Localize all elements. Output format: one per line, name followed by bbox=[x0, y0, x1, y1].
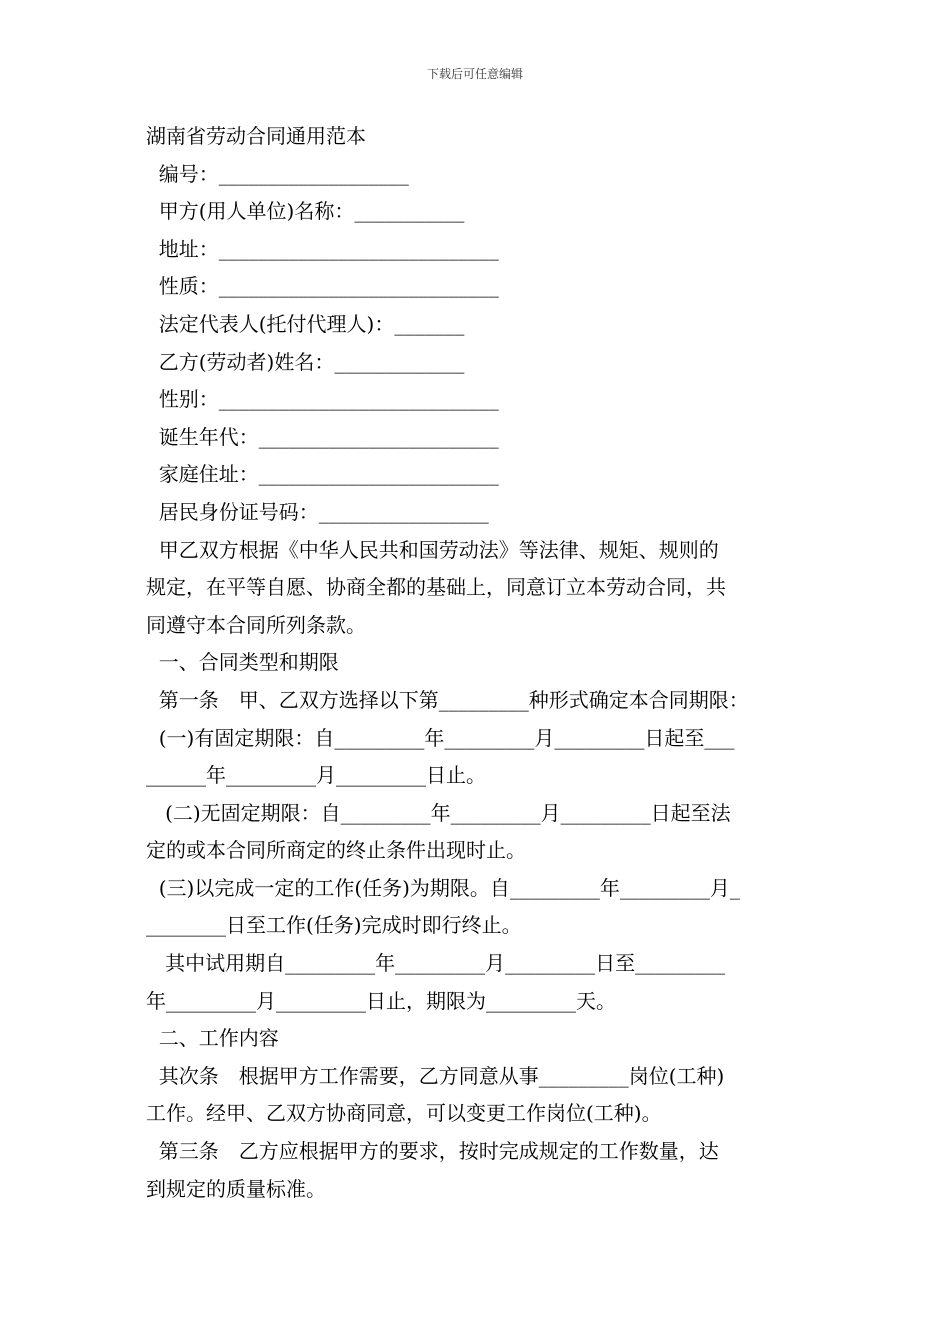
probation-line: 其中试用期自_________年_________月_________日至_________ bbox=[146, 951, 726, 976]
paragraph-intro-line: 规定，在平等自愿、协商全都的基础上，同意订立本劳动合同，共 bbox=[146, 575, 726, 600]
section-heading-work-content: 二、工作内容 bbox=[146, 1026, 279, 1051]
paragraph-intro-line: 同遵守本合同所列条款。 bbox=[146, 612, 366, 637]
article-3-line: 第三条 乙方应根据甲方的要求，按时完成规定的工作数量，达 bbox=[146, 1139, 719, 1164]
paragraph-intro-line: 甲乙双方根据《中华人民共和国劳动法》等法律、规矩、规则的 bbox=[146, 537, 719, 562]
field-birth-date: 诞生年代：________________________ bbox=[146, 424, 499, 449]
field-nature: 性质：____________________________ bbox=[146, 274, 499, 299]
document-body bbox=[146, 118, 808, 1208]
section-heading-contract-type: 一、合同类型和期限 bbox=[146, 650, 339, 675]
field-legal-representative: 法定代表人(托付代理人)：_______ bbox=[146, 311, 465, 336]
article-1-option-2-line: 定的或本合同所商定的终止条件出现时止。 bbox=[146, 838, 526, 863]
article-1-line: 第一条 甲、乙双方选择以下第_________种形式确定本合同期限： bbox=[146, 687, 749, 712]
article-2-line: 其次条 根据甲方工作需要，乙方同意从事_________岗位(工种) bbox=[146, 1063, 725, 1088]
page-header: 下载后可任意编辑 bbox=[426, 67, 523, 81]
field-id-number: 居民身份证号码：_________________ bbox=[146, 499, 489, 524]
article-2-line: 工作。经甲、乙双方协商同意，可以变更工作岗位(工种)。 bbox=[146, 1101, 662, 1126]
article-1-option-1-line: ______年_________月_________日止。 bbox=[146, 763, 486, 788]
field-address: 地址：____________________________ bbox=[146, 236, 499, 261]
probation-line: 年_________月_________日止，期限为_________天。 bbox=[146, 988, 616, 1013]
field-home-address: 家庭住址：________________________ bbox=[146, 462, 499, 487]
article-1-option-2-line: (二)无固定期限：自_________年_________月_________日起至法 bbox=[146, 800, 731, 825]
field-employer-name: 甲方(用人单位)名称：___________ bbox=[146, 199, 465, 224]
article-3-line: 到规定的质量标准。 bbox=[146, 1176, 326, 1201]
article-1-option-3-line: (三)以完成一定的工作(任务)为期限。自_________年_________月_ bbox=[146, 875, 740, 900]
field-number: 编号：___________________ bbox=[146, 161, 409, 186]
article-1-option-1-line: (一)有固定期限：自_________年_________月_________日起至___ bbox=[146, 725, 735, 750]
article-1-option-3-line: ________日至工作(任务)完成时即行终止。 bbox=[146, 913, 522, 938]
document-title: 湖南省劳动合同通用范本 bbox=[146, 124, 366, 148]
field-employee-name: 乙方(劳动者)姓名：_____________ bbox=[146, 349, 465, 374]
field-gender: 性别：____________________________ bbox=[146, 387, 499, 412]
